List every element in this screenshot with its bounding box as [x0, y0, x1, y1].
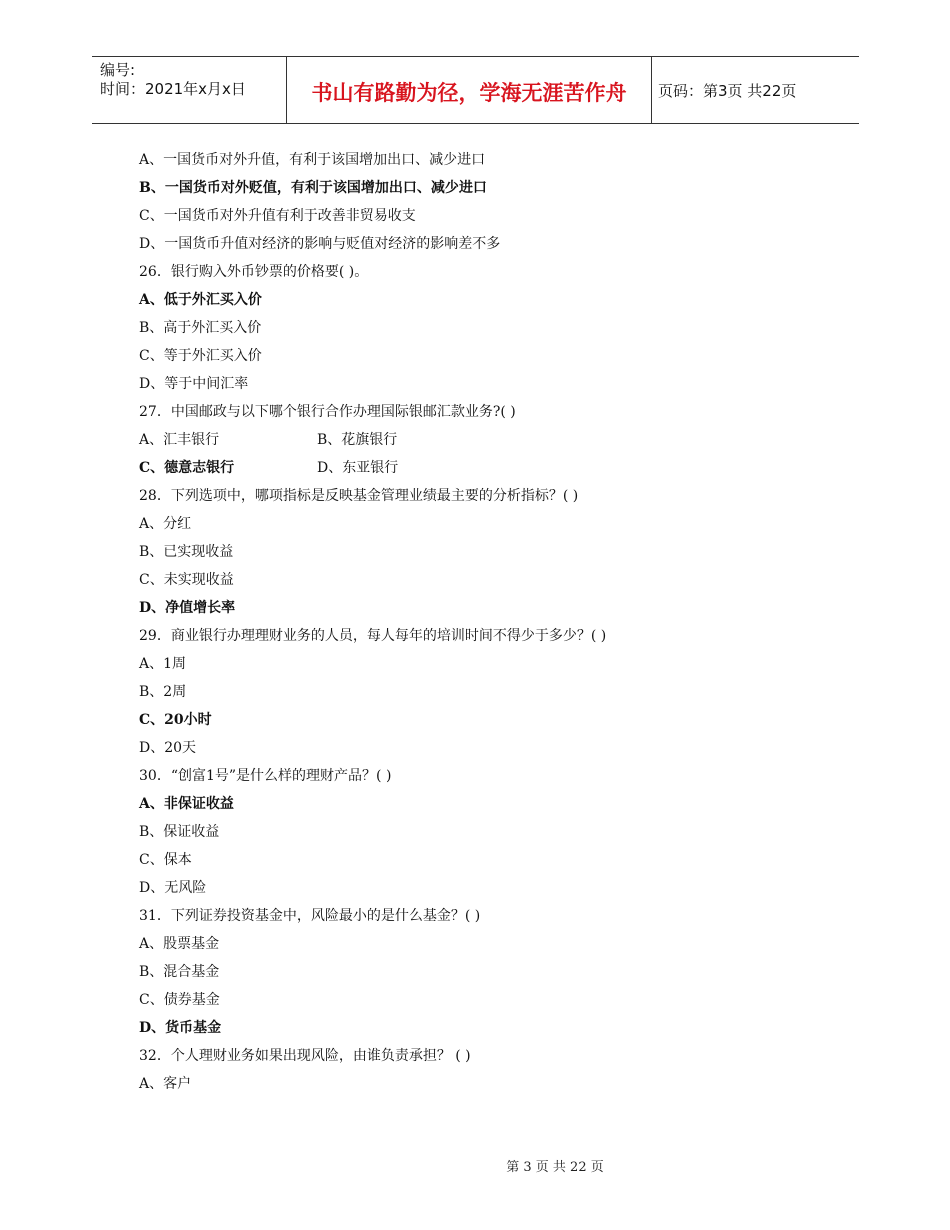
text-line [139, 958, 839, 986]
line-text: D、等于中间汇率 [139, 376, 249, 392]
text-line [139, 146, 839, 174]
line-text: 28．下列选项中，哪项指标是反映基金管理业绩最主要的分析指标？( ) [139, 488, 579, 504]
line-text: C、债券基金 [139, 992, 220, 1008]
line-text: D、净值增长率 [139, 600, 236, 616]
text-line [139, 986, 839, 1014]
text-line [139, 510, 839, 538]
line-text: 30．“创富1号”是什么样的理财产品？( ) [139, 768, 392, 784]
page-header [92, 56, 859, 124]
text-line [139, 370, 839, 398]
text-line [139, 790, 839, 818]
footer-page-number: 第 3 页 共 22 页 [506, 1160, 604, 1175]
line-text: B、一国货币对外贬值，有利于该国增加出口、减少进口 [139, 180, 487, 196]
header-page-cell [650, 57, 859, 123]
line-text: 29．商业银行办理理财业务的人员，每人每年的培训时间不得少于多少？( ) [139, 628, 607, 644]
text-line [139, 902, 839, 930]
line-text: B、已实现收益 [139, 544, 234, 560]
header-motto-cell [286, 57, 652, 123]
line-text: B、2周 [139, 684, 187, 700]
text-line [139, 678, 839, 706]
text-line [139, 426, 839, 454]
question-content [139, 146, 839, 1098]
line-second-option: D、东亚银行 [317, 460, 399, 476]
text-line [139, 1070, 839, 1098]
document-number-label: 编号: [100, 61, 136, 79]
line-text: A、股票基金 [139, 936, 220, 952]
text-line [139, 650, 839, 678]
document-time-label: 时间：2021年x月x日 [100, 80, 246, 98]
text-line [139, 258, 839, 286]
page-footer [0, 1156, 950, 1175]
header-motto: 书山有路勤为径，学海无涯苦作舟 [311, 81, 627, 105]
text-line [139, 1042, 839, 1070]
line-text: 26．银行购入外币钞票的价格要( )。 [139, 264, 369, 280]
line-text: D、无风险 [139, 880, 207, 896]
line-text: 27．中国邮政与以下哪个银行合作办理国际银邮汇款业务?( ) [139, 404, 516, 420]
text-line [139, 566, 839, 594]
text-line [139, 230, 839, 258]
line-text: A、一国货币对外升值，有利于该国增加出口、减少进口 [139, 152, 486, 168]
text-line [139, 874, 839, 902]
line-text: B、混合基金 [139, 964, 220, 980]
text-line [139, 398, 839, 426]
text-line [139, 1014, 839, 1042]
header-info-cell [92, 57, 286, 123]
text-line [139, 314, 839, 342]
text-line [139, 286, 839, 314]
line-text: C、保本 [139, 852, 192, 868]
text-line [139, 174, 839, 202]
text-line [139, 734, 839, 762]
text-line [139, 594, 839, 622]
line-text: B、高于外汇买入价 [139, 320, 262, 336]
line-text: A、非保证收益 [139, 796, 234, 812]
line-text: A、客户 [139, 1076, 192, 1092]
line-second-option: B、花旗银行 [317, 432, 398, 448]
text-line [139, 818, 839, 846]
line-text: C、德意志银行 [139, 460, 235, 476]
line-text: A、1周 [139, 656, 187, 672]
text-line [139, 846, 839, 874]
header-page-info: 页码：第3页 共22页 [658, 82, 797, 100]
line-text: A、低于外汇买入价 [139, 292, 262, 308]
text-line [139, 930, 839, 958]
text-line [139, 342, 839, 370]
line-text: C、未实现收益 [139, 572, 234, 588]
line-text: A、汇丰银行 [139, 432, 220, 448]
text-line [139, 622, 839, 650]
line-text: A、分红 [139, 516, 192, 532]
text-line [139, 482, 839, 510]
text-line [139, 454, 839, 482]
text-line [139, 762, 839, 790]
line-text: 32．个人理财业务如果出现风险，由谁负责承担？ ( ) [139, 1048, 471, 1064]
text-line [139, 706, 839, 734]
line-text: 31．下列证券投资基金中，风险最小的是什么基金？( ) [139, 908, 481, 924]
text-line [139, 538, 839, 566]
text-line [139, 202, 839, 230]
line-text: C、等于外汇买入价 [139, 348, 262, 364]
line-text: B、保证收益 [139, 824, 220, 840]
line-text: D、20天 [139, 740, 197, 756]
line-text: D、一国货币升值对经济的影响与贬值对经济的影响差不多 [139, 236, 501, 252]
line-text: C、一国货币对外升值有利于改善非贸易收支 [139, 208, 416, 224]
line-text: C、20小时 [139, 712, 212, 728]
line-text: D、货币基金 [139, 1020, 222, 1036]
